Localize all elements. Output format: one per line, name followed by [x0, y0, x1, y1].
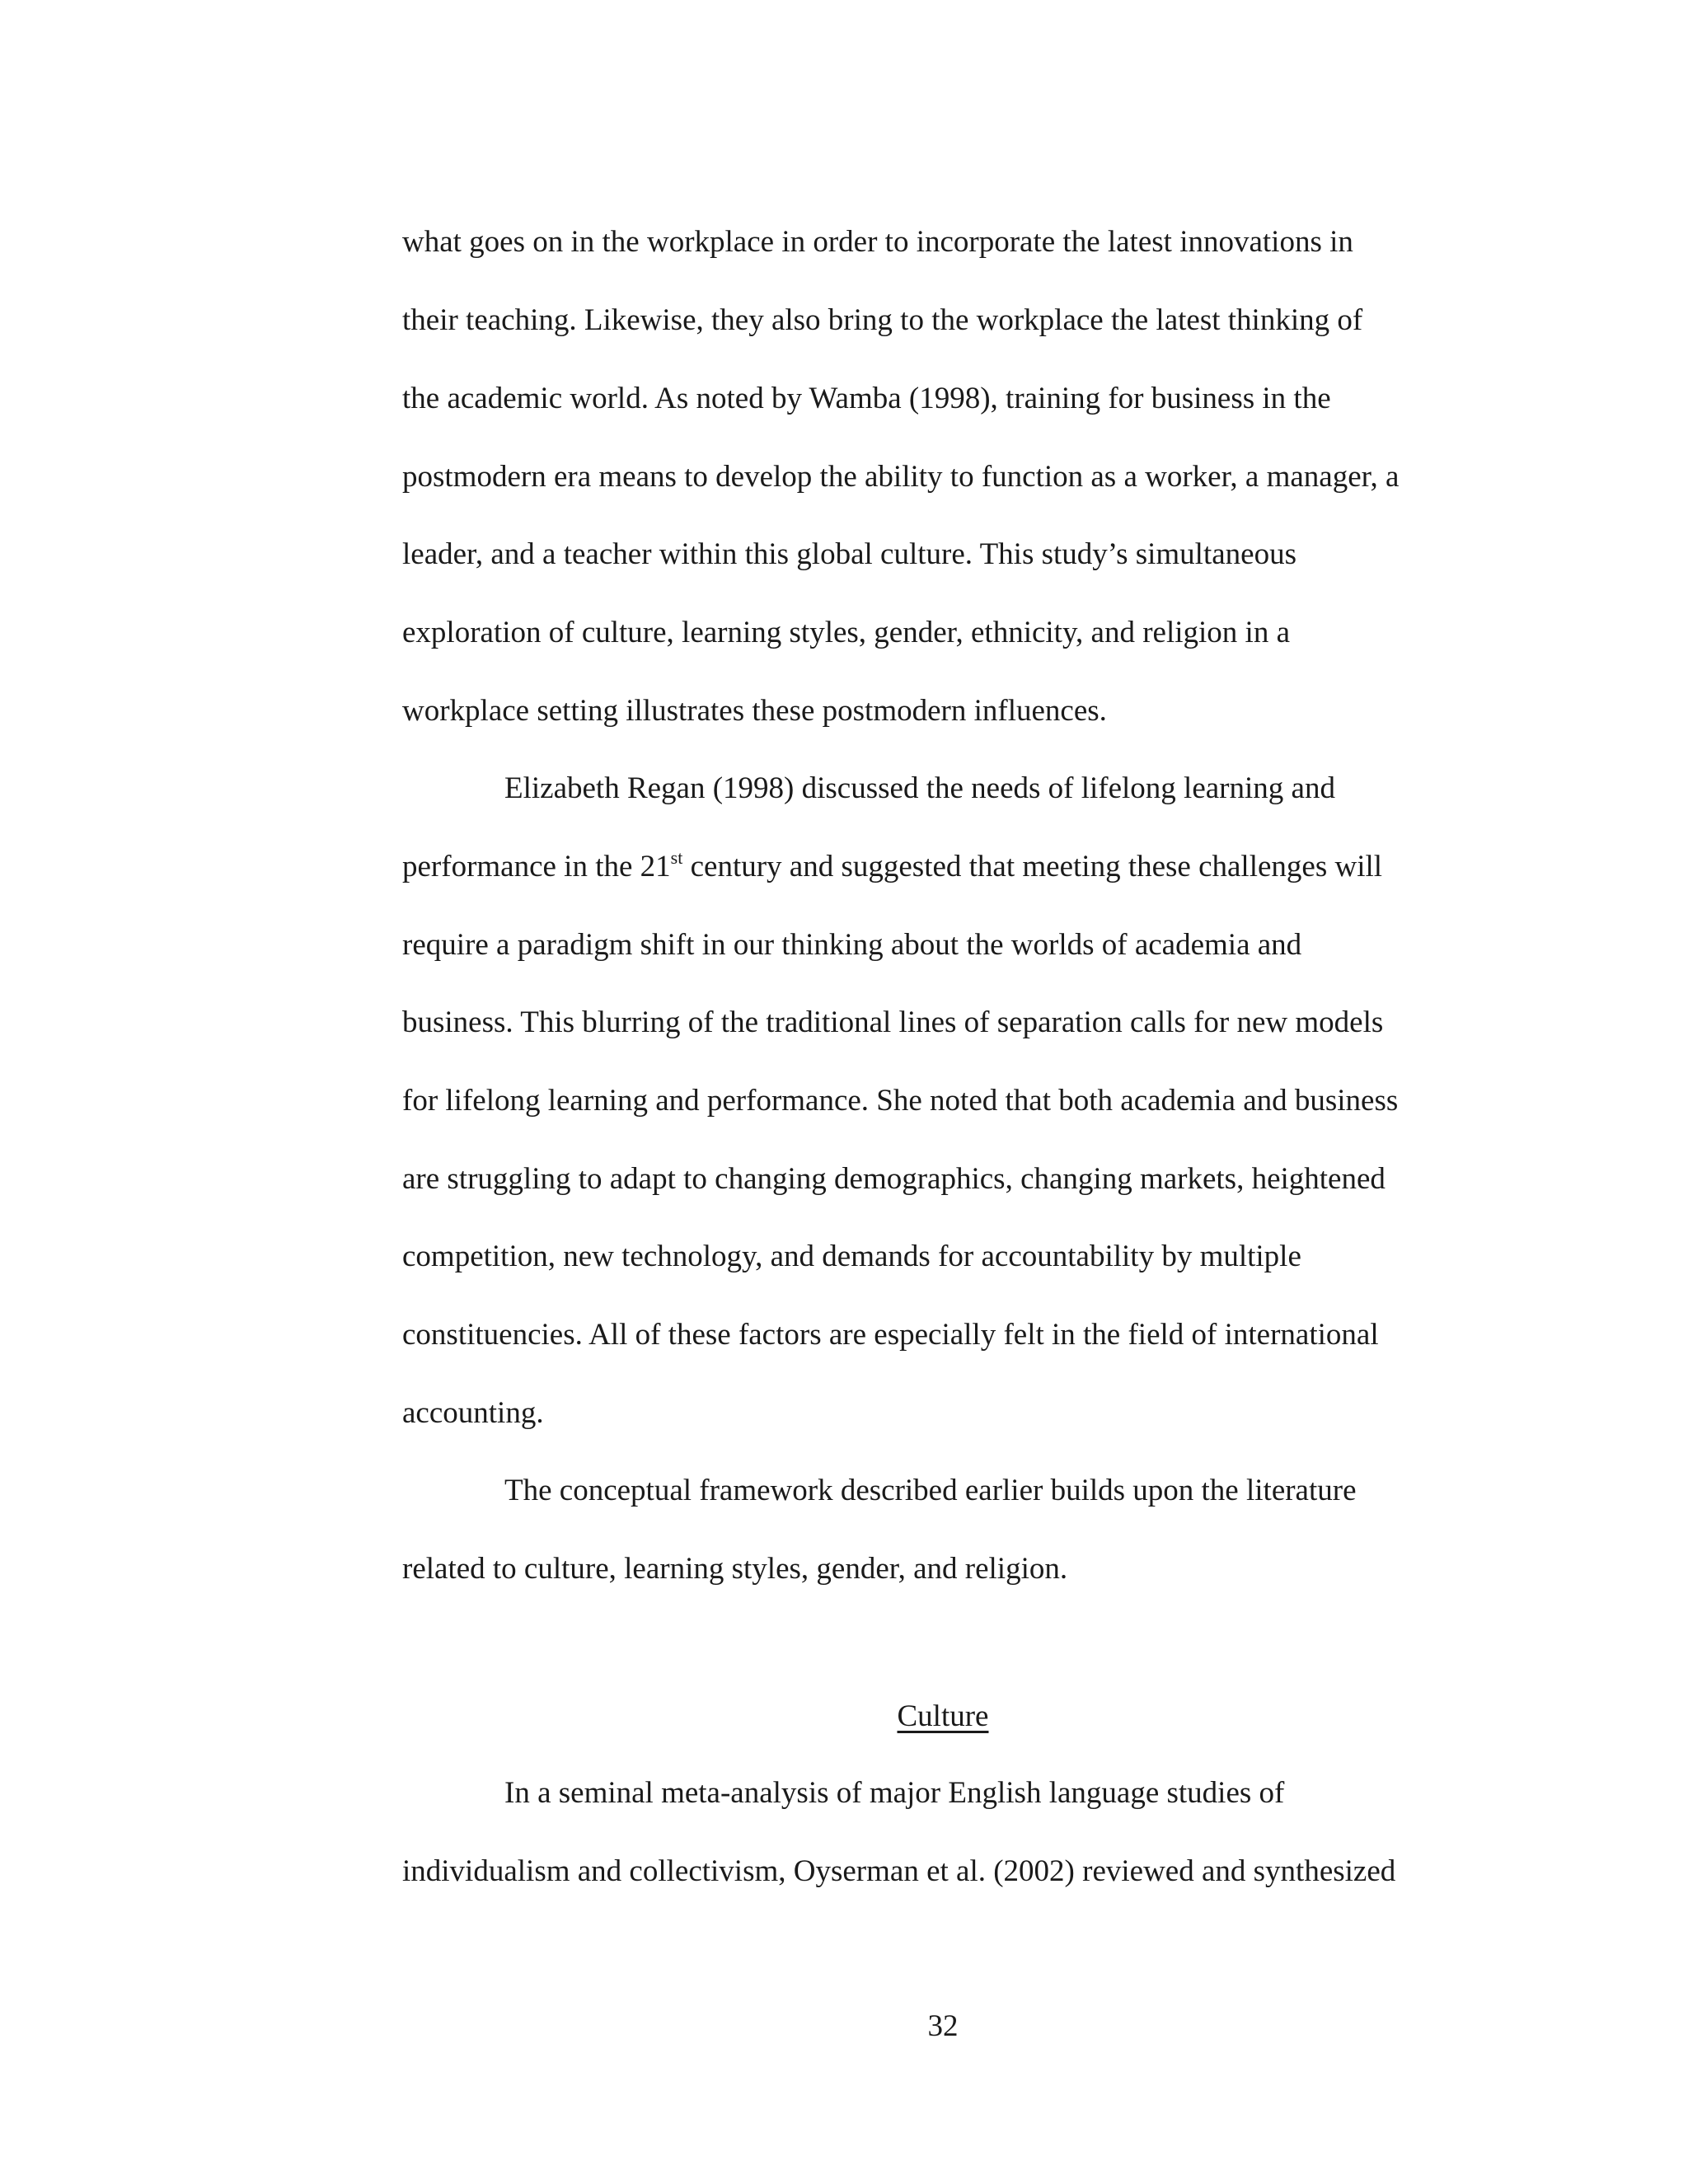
text-line: competition, new technology, and demands for accountability by multiple: [402, 1240, 1301, 1273]
text-line: The conceptual framework described earlier builds upon the literature: [504, 1474, 1357, 1507]
text-line: postmodern era means to develop the ability to function as a worker, a manager, a: [402, 460, 1400, 494]
text-line: what goes on in the workplace in order to incorporate the latest innovations in: [402, 225, 1353, 259]
text-line: business. This blurring of the traditional lines of separation calls for new models: [402, 1005, 1384, 1039]
text-line: individualism and collectivism, Oyserman et al. (2002) reviewed and synthesized: [402, 1854, 1396, 1888]
text-line: workplace setting illustrates these postmodern influences.: [402, 694, 1107, 728]
text-line: their teaching. Likewise, they also bring to the workplace the latest thinking of: [402, 303, 1363, 337]
text-segment: performance in the 21: [402, 850, 671, 883]
text-line: require a paradigm shift in our thinking about the worlds of academia and: [402, 928, 1302, 962]
section-heading: Culture: [897, 1699, 989, 1733]
superscript: st: [670, 847, 683, 868]
text-line: Elizabeth Regan (1998) discussed the needs of lifelong learning and: [504, 771, 1335, 805]
text-segment: century and suggested that meeting these challenges will: [682, 850, 1383, 883]
text-line: [402, 849, 1382, 885]
text-line: related to culture, learning styles, gender, and religion.: [402, 1552, 1068, 1586]
text-line: constituencies. All of these factors are especially felt in the field of international: [402, 1318, 1379, 1352]
text-line: In a seminal meta-analysis of major English language studies of: [504, 1776, 1285, 1810]
text-line: leader, and a teacher within this global culture. This study’s simultaneous: [402, 537, 1296, 571]
text-line: exploration of culture, learning styles, gender, ethnicity, and religion in a: [402, 616, 1291, 649]
text-line: for lifelong learning and performance. She noted that both academia and business: [402, 1084, 1399, 1118]
page-number: 32: [927, 2009, 959, 2043]
text-line: the academic world. As noted by Wamba (1998), training for business in the: [402, 382, 1331, 415]
text-line: accounting.: [402, 1396, 544, 1430]
text-line: are struggling to adapt to changing demographics, changing markets, heightened: [402, 1162, 1386, 1196]
